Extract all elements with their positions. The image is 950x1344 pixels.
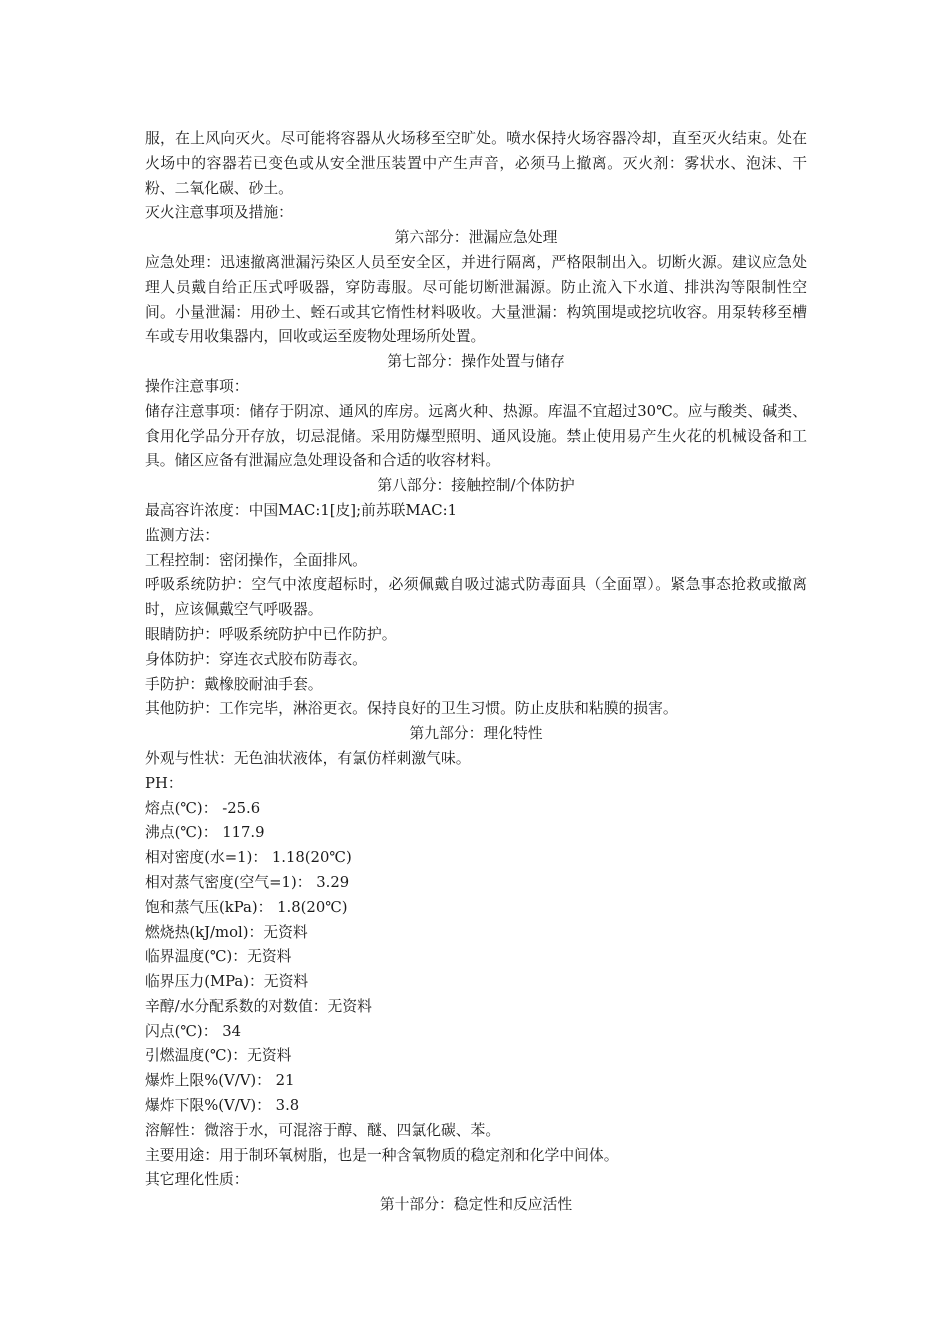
- section-8-title: 第八部分：接触控制/个体防护: [377, 477, 575, 495]
- property-line: 爆炸下限%(V/V)： 3.8: [145, 1097, 300, 1115]
- storage-notes: 储存注意事项：储存于阴凉、通风的库房。远离火种、热源。库温不宜超过30℃。应与酸类、碱类、食用化学品分开存放，切忌混储。采用防爆型照明、通风设施。禁止使用易产生火花的机械设备和工具。储区应备有泄漏应急处理设备和合适的收容材料。: [145, 402, 807, 470]
- other-protection: 其他防护：工作完毕，淋浴更衣。保持良好的卫生习惯。防止皮肤和粘膜的损害。: [145, 700, 678, 718]
- property-line: 燃烧热(kJ/mol)：无资料: [145, 923, 308, 941]
- property-line: 相对密度(水=1)： 1.18(20℃): [145, 849, 352, 867]
- max-allowed-concentration: 最高容许浓度：中国MAC:1[皮];前苏联MAC:1: [145, 501, 458, 519]
- property-line: 闪点(℃)： 34: [145, 1022, 242, 1040]
- property-line: 辛醇/水分配系数的对数值：无资料: [145, 997, 372, 1015]
- operation-notes: 操作注意事项：: [145, 377, 249, 395]
- property-line: 临界温度(℃)：无资料: [145, 948, 292, 966]
- section-7-title: 第七部分：操作处置与储存: [387, 353, 565, 371]
- eye-protection: 眼睛防护：呼吸系统防护中已作防护。: [145, 625, 397, 643]
- fire-fighting-text: 服，在上风向灭火。尽可能将容器从火场移至空旷处。喷水保持火场容器冷却，直至灭火结束。处在火场中的容器若已变色或从安全泄压装置中产生声音，必须马上撤离。灭火剂：雾状水、泡沫、干粉、二氧化碳、砂土。: [145, 130, 807, 197]
- property-line: 其它理化性质：: [145, 1171, 249, 1189]
- property-line: 爆炸上限%(V/V)： 21: [145, 1072, 295, 1090]
- document-page: [145, 127, 807, 1218]
- section-9-title: 第九部分：理化特性: [409, 725, 543, 743]
- leak-emergency-text: 应急处理：迅速撤离泄漏污染区人员至安全区，并进行隔离，严格限制出入。切断火源。建议应急处理人员戴自给正压式呼吸器，穿防毒服。尽可能切断泄漏源。防止流入下水道、排洪沟等限制性空间。小量泄漏：用砂土、蛭石或其它惰性材料吸收。大量泄漏：构筑围堤或挖坑收容。用泵转移至槽车或专用收集器内，回收或运至废物处理场所处置。: [145, 253, 807, 346]
- property-line: 熔点(℃)： -25.6: [145, 799, 261, 817]
- section-10-title: 第十部分：稳定性和反应活性: [379, 1196, 573, 1214]
- property-line: 相对蒸气密度(空气=1)： 3.29: [145, 873, 350, 891]
- property-line: 饱和蒸气压(kPa)： 1.8(20℃): [145, 898, 348, 916]
- body-protection: 身体防护：穿连衣式胶布防毒衣。: [145, 650, 367, 668]
- property-line: 溶解性：微溶于水，可混溶于醇、醚、四氯化碳、苯。: [145, 1121, 501, 1139]
- respiratory-protection: 呼吸系统防护：空气中浓度超标时，必须佩戴自吸过滤式防毒面具（全面罩）。紧急事态抢救或撤离时，应该佩戴空气呼吸器。: [145, 576, 807, 619]
- monitoring-method: 监测方法：: [145, 526, 219, 544]
- hand-protection: 手防护：戴橡胶耐油手套。: [145, 675, 323, 693]
- property-line: 外观与性状：无色油状液体，有氯仿样刺激气味。: [145, 749, 471, 767]
- fire-notes-label: 灭火注意事项及措施：: [145, 204, 293, 222]
- property-line: PH：: [145, 774, 183, 792]
- property-line: 临界压力(MPa)：无资料: [145, 973, 309, 991]
- property-line: 引燃温度(℃)：无资料: [145, 1047, 292, 1065]
- property-line: 主要用途：用于制环氧树脂，也是一种含氧物质的稳定剂和化学中间体。: [145, 1146, 619, 1164]
- engineering-control: 工程控制：密闭操作，全面排风。: [145, 551, 367, 569]
- section-6-title: 第六部分：泄漏应急处理: [394, 229, 558, 247]
- property-line: 沸点(℃)： 117.9: [145, 824, 265, 842]
